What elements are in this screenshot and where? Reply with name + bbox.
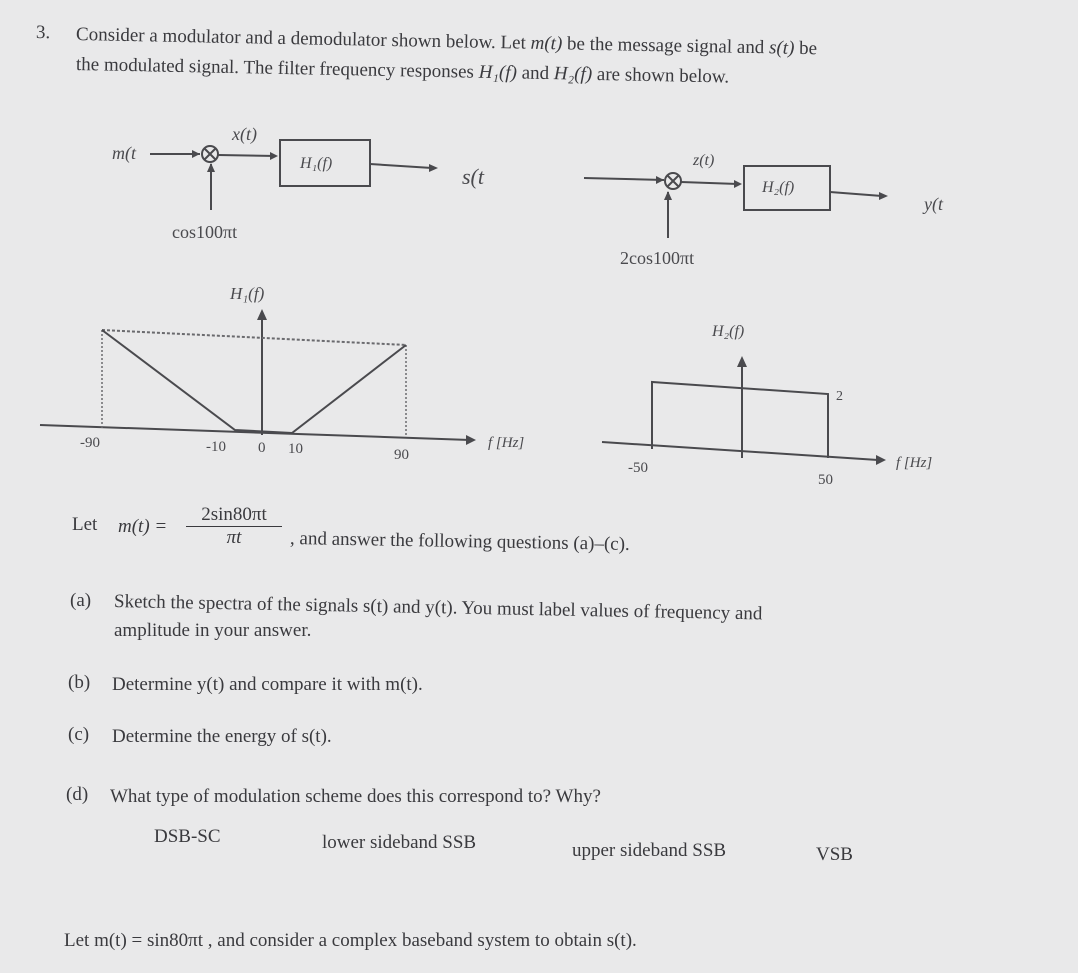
y-t-output-label: y(t (924, 194, 943, 214)
h2-frequency-axis (602, 442, 878, 460)
given-let: Let (72, 514, 98, 535)
q-c-text: Determine the energy of s(t). (112, 726, 332, 747)
q-a-label: (a) (70, 590, 92, 611)
z-t-label: z(t) (693, 152, 715, 169)
h2-axis-arrow (876, 455, 886, 465)
given-fraction (186, 504, 282, 549)
h1-tick-10: 10 (288, 441, 303, 457)
h2-plot (590, 310, 1010, 510)
h2-filter-label: H₂(f) (762, 179, 795, 196)
intro-s-t: s(t) (768, 37, 795, 59)
h1-plot (30, 275, 590, 475)
h1-response-curve (102, 330, 406, 433)
h2-tick-50: 50 (818, 472, 833, 488)
h1-filter-label: H₁(f) (300, 155, 333, 172)
x-line (218, 155, 276, 156)
option-upper-ssb: upper sideband SSB (572, 840, 727, 861)
modulator-input-arrow (192, 150, 200, 158)
carrier-2-arrow (664, 191, 672, 200)
s-t-output-label: s(t (462, 164, 484, 189)
h1-plot-title: H₁(f) (230, 284, 265, 303)
intro-h1: H₁(f) (478, 61, 518, 84)
y-arrow (879, 192, 888, 200)
given-rest: , and answer the following questions (a)–(c). (289, 528, 630, 555)
h1-tick-neg90: -90 (80, 435, 100, 451)
intro-line-1-text: Consider a modulator and a demodulator shown below. Let (75, 24, 527, 54)
footer-text: Let m(t) = sin80πt , and consider a complex baseband system to obtain s(t). (64, 930, 637, 951)
intro-m-t: m(t) (530, 32, 563, 55)
h1-frequency-axis (40, 425, 470, 440)
h1-top-dashed (102, 330, 406, 345)
demodulator-diagram (584, 152, 944, 268)
carrier-2-label: 2cos100πt (620, 248, 695, 268)
z-arrow (734, 180, 742, 188)
demod-input-arrow (656, 176, 664, 184)
x-arrow (270, 152, 278, 160)
q-b-text: Determine y(t) and compare it with m(t). (112, 674, 423, 695)
option-vsb: VSB (816, 844, 853, 865)
carrier-1-arrow (207, 163, 215, 172)
x-t-label: x(t) (232, 124, 257, 144)
h2-level-label: 2 (836, 389, 843, 404)
h1-axis-label: f [Hz] (488, 435, 525, 451)
modulator-input-label: m(t (112, 143, 136, 163)
intro-line-2 (76, 54, 730, 89)
problem-number: 3. (35, 22, 51, 44)
h2-tick-neg50: -50 (628, 460, 648, 476)
h2-axis-label: f [Hz] (896, 455, 933, 471)
intro-and: and (521, 62, 550, 85)
q-d-text: What type of modulation scheme does this correspond to? Why? (110, 786, 601, 807)
h2-vertical-arrow (737, 356, 747, 367)
s-arrow (429, 164, 438, 172)
intro-line-1 (76, 24, 817, 60)
intro-line-2b: are shown below. (596, 64, 730, 88)
q-d-label: (d) (66, 784, 89, 805)
demod-input-line (584, 178, 664, 180)
intro-line-1b: be the message signal and (566, 33, 765, 59)
option-lower-ssb: lower sideband SSB (322, 832, 477, 853)
h1-axis-arrow (466, 435, 476, 445)
option-dsb-sc: DSB-SC (154, 826, 221, 847)
h2-plot-title: H₂(f) (712, 323, 745, 340)
z-line (681, 182, 738, 184)
given-denominator: πt (226, 527, 242, 548)
y-line (830, 192, 882, 196)
q-c-label: (c) (68, 724, 90, 745)
s-line (370, 164, 432, 168)
given-numerator: 2sin80πt (186, 504, 282, 527)
h1-vertical-arrow (257, 309, 267, 320)
intro-h2: H₂(f) (553, 63, 593, 85)
h1-tick-0: 0 (258, 440, 266, 456)
q-b-label: (b) (68, 672, 91, 693)
intro-line-1c: be (798, 37, 818, 60)
given-m-eq: m(t) = (118, 516, 168, 537)
intro-line-2-text: the modulated signal. The filter frequency responses (75, 54, 475, 83)
modulator-diagram (112, 124, 485, 242)
h1-tick-90: 90 (394, 447, 409, 463)
q-a-line2: amplitude in your answer. (114, 620, 312, 641)
carrier-1-label: cos100πt (172, 222, 238, 242)
h1-tick-neg10: -10 (206, 439, 226, 455)
q-a-line1: Sketch the spectra of the signals s(t) and y(t). You must label values of frequency and (113, 591, 763, 625)
